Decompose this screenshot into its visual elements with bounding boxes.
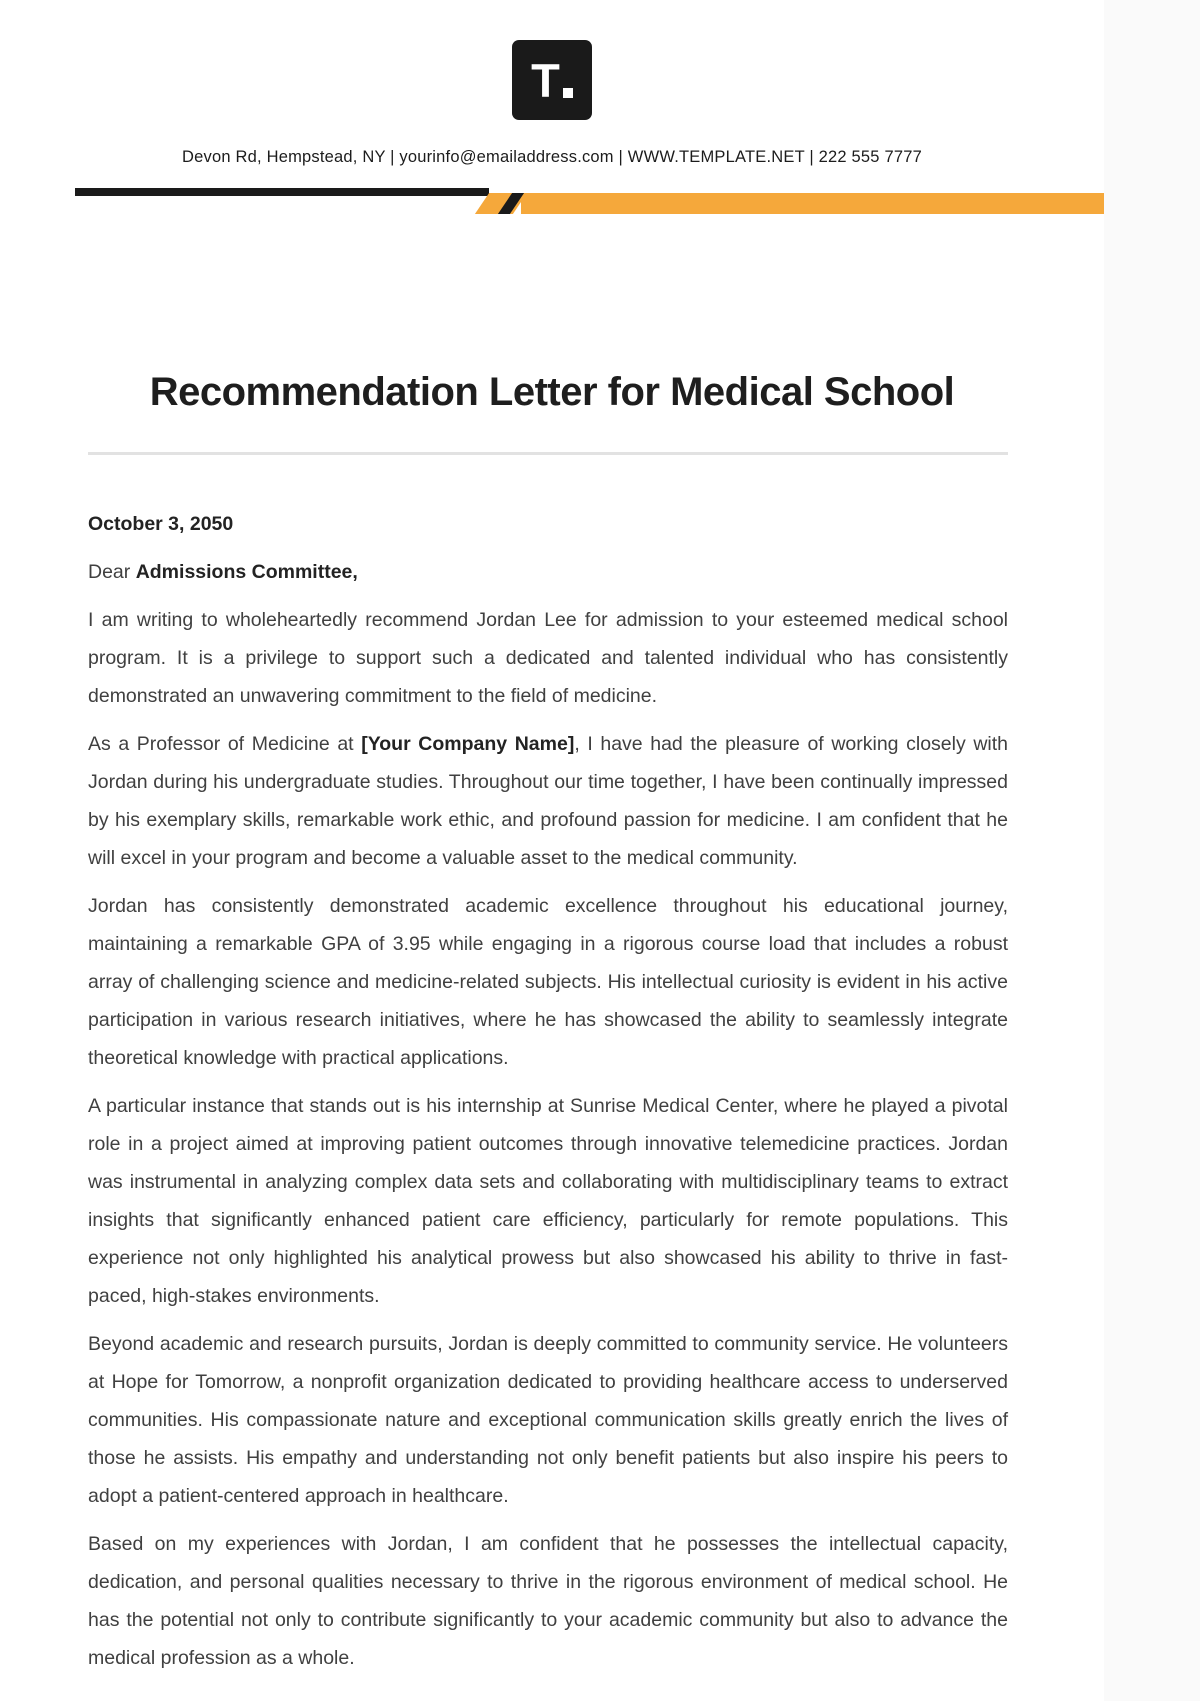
letter-paragraph: October 3, 2050 xyxy=(88,513,234,535)
header-rule-orange-bar xyxy=(521,193,1104,214)
letter-paragraph: Based on my experiences with Jordan, I am confident that he possesses the intellectual capacity, dedication, and personal qualities necessary to thrive in the rigorous environment of medical school. He has the potential not only to contribute significantly to your academic community but also to advance the medical profession as a whole. xyxy=(88,1533,1008,1669)
logo-dot xyxy=(563,88,573,98)
letter-paragraph: As a Professor of Medicine at [Your Company Name], I have had the pleasure of working closely with Jordan during his undergraduate studies. Throughout our time together, I have been continually impressed by his exemplary skills, remarkable work ethic, and profound passion for medicine. I am confident that he will excel in your program and become a valuable asset to the medical community. xyxy=(88,733,1008,869)
letter-paragraph: I am writing to wholeheartedly recommend Jordan Lee for admission to your esteemed medical school program. It is a privilege to support such a dedicated and talented individual who has consistently demonstrated an unwavering commitment to the field of medicine. xyxy=(88,609,1008,707)
page-title: Recommendation Letter for Medical School xyxy=(149,370,955,414)
title-divider xyxy=(88,452,1008,455)
letter-body xyxy=(88,505,1008,1677)
letter-paragraph: Dear Admissions Committee, xyxy=(88,561,358,583)
header-rule-dark-line xyxy=(75,188,489,196)
letter-paragraph: Beyond academic and research pursuits, Jordan is deeply committed to community service. He volunteers at Hope for Tomorrow, a nonprofit organization dedicated to providing healthcare access to underserved communities. His compassionate nature and exceptional communication skills greatly enrich the lives of those he assists. His empathy and understanding not only benefit patients but also inspire his peers to adopt a patient-centered approach in healthcare. xyxy=(88,1333,1008,1507)
header-rule xyxy=(0,187,1104,215)
logo-letter: T xyxy=(531,53,560,107)
template-logo xyxy=(512,40,592,120)
contact-line: Devon Rd, Hempstead, NY | yourinfo@emailaddress.com | WWW.TEMPLATE.NET | 222 555 7777 xyxy=(182,148,922,166)
letter-paragraph: A particular instance that stands out is his internship at Sunrise Medical Center, where he played a pivotal role in a project aimed at improving patient outcomes through innovative telemedicine practices. Jordan was instrumental in analyzing complex data sets and collaborating with multidisciplinary teams to extract insights that significantly enhanced patient care efficiency, particularly for remote populations. This experience not only highlighted his analytical prowess but also showcased his ability to thrive in fast-paced, high-stakes environments. xyxy=(88,1095,1008,1307)
letter-paragraph: Jordan has consistently demonstrated academic excellence throughout his educational journey, maintaining a remarkable GPA of 3.95 while engaging in a rigorous course load that includes a robust array of challenging science and medicine-related subjects. His intellectual curiosity is evident in his active participation in various research initiatives, where he has showcased the ability to seamlessly integrate theoretical knowledge with practical applications. xyxy=(88,895,1008,1069)
